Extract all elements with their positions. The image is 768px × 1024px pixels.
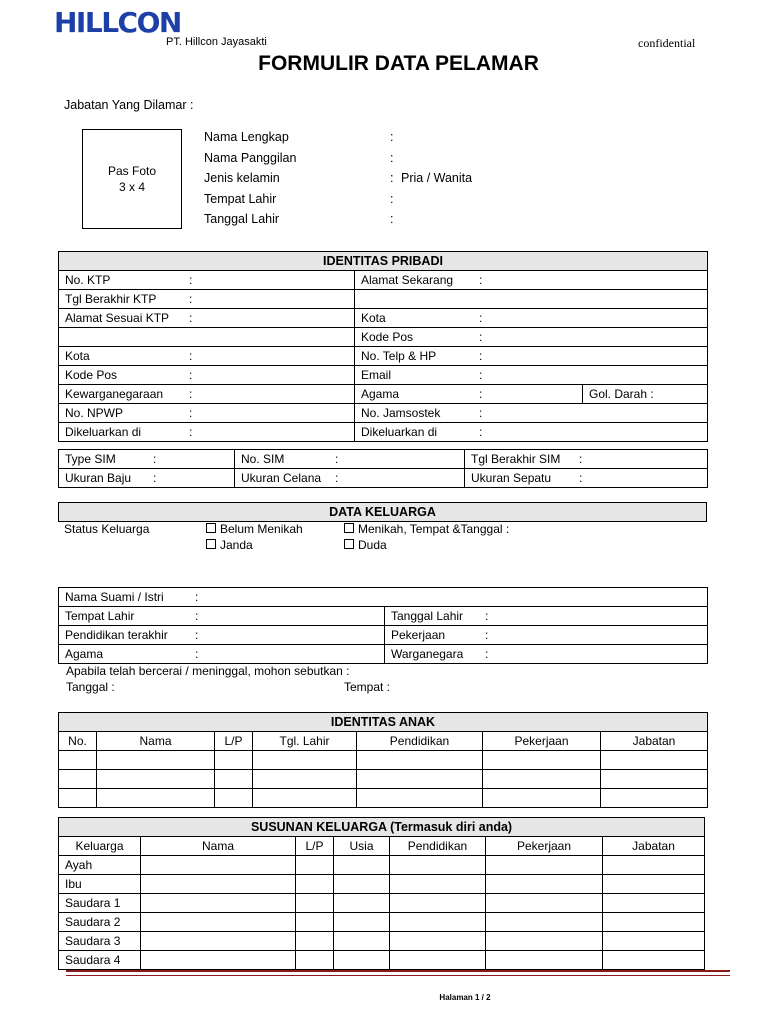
table-row — [59, 875, 705, 894]
nama-suami-istri-field[interactable] — [59, 588, 708, 607]
gol-darah-field[interactable] — [583, 385, 708, 404]
field-colon: : — [485, 646, 489, 661]
table-cell[interactable] — [390, 856, 486, 875]
table-cell[interactable] — [486, 875, 603, 894]
kota-ktp-field[interactable] — [59, 347, 355, 366]
cerai-note: Apabila telah bercerai / meninggal, mohon sebutkan : — [66, 664, 350, 678]
table-row — [59, 856, 705, 875]
sim-ukuran-table — [58, 449, 708, 488]
type-sim-field[interactable] — [59, 450, 235, 469]
table-cell[interactable] — [97, 770, 215, 789]
table-cell[interactable] — [603, 913, 705, 932]
checkbox-icon[interactable] — [344, 539, 354, 549]
table-cell[interactable] — [59, 751, 97, 770]
table-cell[interactable] — [483, 789, 601, 808]
tanggal-lahir-field[interactable] — [385, 607, 708, 626]
column-header: Jabatan — [603, 837, 705, 856]
column-header: Nama — [97, 732, 215, 751]
field-colon: : — [189, 405, 193, 420]
field-colon: : — [579, 470, 583, 485]
table-cell[interactable] — [334, 894, 390, 913]
field-colon: : — [479, 405, 483, 420]
table-cell[interactable] — [603, 856, 705, 875]
field-label: Ukuran Sepatu — [471, 470, 552, 485]
table-cell[interactable] — [253, 770, 357, 789]
field-colon: : — [189, 272, 193, 287]
table-row — [59, 913, 705, 932]
table-cell[interactable] — [253, 751, 357, 770]
table-cell[interactable] — [483, 751, 601, 770]
jamsostek-dikeluarkan-field[interactable] — [355, 423, 708, 442]
field-label: Alamat Sesuai KTP — [65, 310, 170, 325]
row-label: Saudara 3 — [59, 932, 141, 951]
alamat-sekarang-field[interactable] — [355, 271, 708, 290]
row-label: Saudara 1 — [59, 894, 141, 913]
table-cell[interactable] — [141, 856, 296, 875]
section-title: IDENTITAS PRIBADI — [59, 252, 708, 271]
column-header: Tgl. Lahir — [253, 732, 357, 751]
table-cell[interactable] — [334, 932, 390, 951]
field-colon: : — [189, 310, 193, 325]
company-logo: HILLCON — [54, 6, 181, 39]
table-cell[interactable] — [486, 894, 603, 913]
data-keluarga-header — [58, 502, 707, 522]
no-sim-field[interactable] — [235, 450, 465, 469]
column-header: Pekerjaan — [486, 837, 603, 856]
field-label: No. KTP — [65, 272, 111, 287]
pasangan-table — [58, 587, 708, 664]
row-label: Ibu — [59, 875, 141, 894]
field-colon: : — [195, 646, 199, 661]
table-cell[interactable] — [296, 913, 334, 932]
checkbox-icon[interactable] — [206, 523, 216, 533]
bio-label: Tempat Lahir — [204, 191, 277, 206]
field-label: No. SIM — [241, 451, 285, 466]
column-header: Pendidikan — [357, 732, 483, 751]
bio-label: Nama Panggilan — [204, 150, 297, 165]
kewarganegaraan-field[interactable] — [59, 385, 355, 404]
page-number: Halaman 1 / 2 — [439, 993, 491, 1002]
table-cell[interactable] — [603, 894, 705, 913]
bio-colon: : — [390, 171, 394, 185]
column-header: Keluarga — [59, 837, 141, 856]
table-cell[interactable] — [357, 770, 483, 789]
jabatan-field[interactable]: Jabatan Yang Dilamar : — [64, 98, 194, 112]
field-label: Alamat Sekarang — [361, 272, 454, 287]
field-label: No. Telp & HP — [361, 348, 437, 363]
alamat-ktp-field[interactable] — [59, 309, 355, 328]
field-colon: : — [479, 348, 483, 363]
table-cell[interactable] — [215, 789, 253, 808]
table-row — [59, 770, 708, 789]
table-cell[interactable] — [296, 856, 334, 875]
field-colon: : — [189, 424, 193, 439]
table-cell[interactable] — [141, 875, 296, 894]
table-cell[interactable] — [296, 932, 334, 951]
table-cell[interactable] — [141, 932, 296, 951]
photo-size: 3 x 4 — [118, 180, 145, 194]
field-colon: : — [195, 608, 199, 623]
table-cell[interactable] — [141, 913, 296, 932]
field-label: Kewarganegaraan — [65, 386, 164, 401]
option-duda[interactable] — [344, 538, 387, 552]
photo-label: Pas Foto — [107, 164, 157, 178]
field-label: Tanggal Lahir — [391, 608, 464, 623]
warganegara-field[interactable] — [385, 645, 708, 664]
field-label: Kode Pos — [361, 329, 414, 344]
no-ktp-field[interactable] — [59, 271, 355, 290]
field-label: No. Jamsostek — [361, 405, 441, 420]
table-cell[interactable] — [486, 913, 603, 932]
table-row — [59, 932, 705, 951]
table-cell[interactable] — [334, 951, 390, 970]
field-label: Type SIM — [65, 451, 116, 466]
kode-pos-field[interactable] — [355, 328, 708, 347]
field-label: Pekerjaan — [391, 627, 446, 642]
table-cell[interactable] — [486, 932, 603, 951]
kode-pos-ktp-field[interactable] — [59, 366, 355, 385]
column-header: Jabatan — [601, 732, 708, 751]
table-cell[interactable] — [253, 789, 357, 808]
table-cell[interactable] — [334, 913, 390, 932]
field-colon: : — [189, 386, 193, 401]
option-janda[interactable] — [206, 538, 253, 552]
table-cell[interactable] — [334, 856, 390, 875]
field-colon: : — [479, 310, 483, 325]
field-label: Kode Pos — [65, 367, 118, 382]
field-label: Nama Suami / Istri — [65, 589, 164, 604]
table-cell[interactable] — [603, 932, 705, 951]
field-colon: : — [335, 451, 339, 466]
column-header: L/P — [215, 732, 253, 751]
table-row — [59, 951, 705, 970]
field-colon: : — [485, 608, 489, 623]
table-cell[interactable] — [215, 770, 253, 789]
field-label: Tempat Lahir — [65, 608, 135, 623]
table-cell[interactable] — [390, 951, 486, 970]
table-cell[interactable] — [97, 789, 215, 808]
no-jamsostek-field[interactable] — [355, 404, 708, 423]
field-label: Agama — [65, 646, 104, 661]
table-cell[interactable] — [601, 789, 708, 808]
field-colon: : — [579, 451, 583, 466]
field-colon: : — [479, 386, 483, 401]
bio-value[interactable]: Pria / Wanita — [401, 171, 473, 185]
field-colon: : — [189, 291, 193, 306]
confidential-label: confidential — [638, 36, 696, 50]
column-header: L/P — [296, 837, 334, 856]
field-label: Dikeluarkan di — [361, 424, 438, 439]
field-label: No. NPWP — [65, 405, 124, 420]
alamat-ktp-line[interactable] — [59, 328, 355, 347]
table-cell[interactable] — [390, 913, 486, 932]
table-row — [59, 894, 705, 913]
ukuran-baju-field[interactable] — [59, 469, 235, 488]
row-label: Saudara 2 — [59, 913, 141, 932]
column-header: Nama — [141, 837, 296, 856]
field-label: Tgl Berakhir SIM — [471, 451, 561, 466]
field-label: Warganegara — [391, 646, 464, 661]
field-colon: : — [485, 627, 489, 642]
bio-label: Nama Lengkap — [204, 130, 289, 144]
row-label: Ayah — [59, 856, 141, 875]
bio-colon: : — [390, 130, 394, 144]
form-title: FORMULIR DATA PELAMAR — [258, 52, 539, 75]
field-label: Pendidikan terakhir — [65, 627, 168, 642]
field-label: Kota — [65, 348, 90, 363]
table-cell[interactable] — [601, 751, 708, 770]
identitas-anak-table — [58, 712, 708, 808]
company-name: PT. Hillcon Jayasakti — [166, 36, 267, 48]
table-cell[interactable] — [390, 894, 486, 913]
section-title: IDENTITAS ANAK — [59, 713, 708, 732]
bio-colon: : — [390, 150, 394, 165]
status-keluarga-label: Status Keluarga — [64, 522, 150, 536]
table-cell[interactable] — [296, 951, 334, 970]
field-colon: : — [479, 272, 483, 287]
agama-field[interactable] — [355, 385, 583, 404]
table-cell[interactable] — [59, 789, 97, 808]
kota-field[interactable] — [355, 309, 708, 328]
pekerjaan-field[interactable] — [385, 626, 708, 645]
option-label: Menikah, Tempat &Tanggal : — [358, 522, 510, 536]
ukuran-sepatu-field[interactable] — [465, 469, 708, 488]
field-label: Gol. Darah : — [589, 386, 654, 401]
checkbox-icon[interactable] — [344, 523, 354, 533]
field-label: Dikeluarkan di — [65, 424, 142, 439]
field-colon: : — [479, 329, 483, 344]
table-cell[interactable] — [483, 770, 601, 789]
field-label: Kota — [361, 310, 386, 325]
tanggal-cerai-field[interactable]: Tanggal : — [66, 680, 115, 694]
pendidikan-field[interactable] — [59, 626, 385, 645]
field-label: Ukuran Celana — [241, 470, 322, 485]
field-label: Email — [361, 367, 392, 382]
table-cell[interactable] — [215, 751, 253, 770]
tgl-berakhir-sim-field[interactable] — [465, 450, 708, 469]
option-label: Duda — [358, 538, 387, 552]
column-header: Pendidikan — [390, 837, 486, 856]
susunan-keluarga-table — [58, 817, 705, 970]
identitas-pribadi-table — [58, 251, 708, 442]
bio-label: Jenis kelamin — [204, 171, 280, 185]
bio-colon: : — [390, 212, 394, 226]
field-colon: : — [195, 627, 199, 642]
alamat-sekarang-line[interactable] — [355, 290, 708, 309]
field-label: Ukuran Baju — [65, 470, 132, 485]
column-header: Usia — [334, 837, 390, 856]
agama-pasangan-field[interactable] — [59, 645, 385, 664]
field-colon: : — [195, 589, 199, 604]
field-colon: : — [189, 348, 193, 363]
no-npwp-field[interactable] — [59, 404, 355, 423]
field-colon: : — [189, 367, 193, 382]
no-telp-field[interactable] — [355, 347, 708, 366]
tempat-cerai-field[interactable]: Tempat : — [344, 680, 391, 694]
table-cell[interactable] — [357, 751, 483, 770]
section-title: SUSUNAN KELUARGA (Termasuk diri anda) — [59, 818, 705, 837]
email-field[interactable] — [355, 366, 708, 385]
section-title: DATA KELUARGA — [59, 503, 707, 522]
table-cell[interactable] — [334, 875, 390, 894]
table-cell[interactable] — [296, 875, 334, 894]
table-row — [59, 789, 708, 808]
table-cell[interactable] — [486, 856, 603, 875]
footer-divider — [66, 970, 730, 972]
tempat-lahir-field[interactable] — [59, 607, 385, 626]
option-label: Janda — [220, 538, 253, 552]
table-cell[interactable] — [390, 875, 486, 894]
column-header: No. — [59, 732, 97, 751]
option-menikah[interactable] — [344, 522, 509, 536]
table-cell[interactable] — [486, 951, 603, 970]
option-belum-menikah[interactable] — [206, 522, 303, 536]
field-colon: : — [153, 451, 157, 466]
table-cell[interactable] — [141, 894, 296, 913]
table-cell[interactable] — [603, 875, 705, 894]
photo-box[interactable] — [82, 129, 182, 229]
column-header: Pekerjaan — [483, 732, 601, 751]
table-row — [59, 751, 708, 770]
ukuran-celana-field[interactable] — [235, 469, 465, 488]
field-colon: : — [479, 424, 483, 439]
bio-label: Tanggal Lahir — [204, 212, 280, 226]
npwp-dikeluarkan-field[interactable] — [59, 423, 355, 442]
checkbox-icon[interactable] — [206, 539, 216, 549]
field-colon: : — [153, 470, 157, 485]
field-colon: : — [335, 470, 339, 485]
table-cell[interactable] — [296, 894, 334, 913]
tgl-berakhir-ktp-field[interactable] — [59, 290, 355, 309]
option-label: Belum Menikah — [220, 522, 303, 536]
table-cell[interactable] — [59, 770, 97, 789]
row-label: Saudara 4 — [59, 951, 141, 970]
table-cell[interactable] — [390, 932, 486, 951]
field-label: Agama — [361, 386, 400, 401]
bio-colon: : — [390, 191, 394, 206]
table-cell[interactable] — [97, 751, 215, 770]
table-cell[interactable] — [141, 951, 296, 970]
field-label: Tgl Berakhir KTP — [65, 291, 157, 306]
table-cell[interactable] — [603, 951, 705, 970]
footer-divider — [66, 975, 730, 976]
table-cell[interactable] — [357, 789, 483, 808]
table-cell[interactable] — [601, 770, 708, 789]
field-colon: : — [479, 367, 483, 382]
